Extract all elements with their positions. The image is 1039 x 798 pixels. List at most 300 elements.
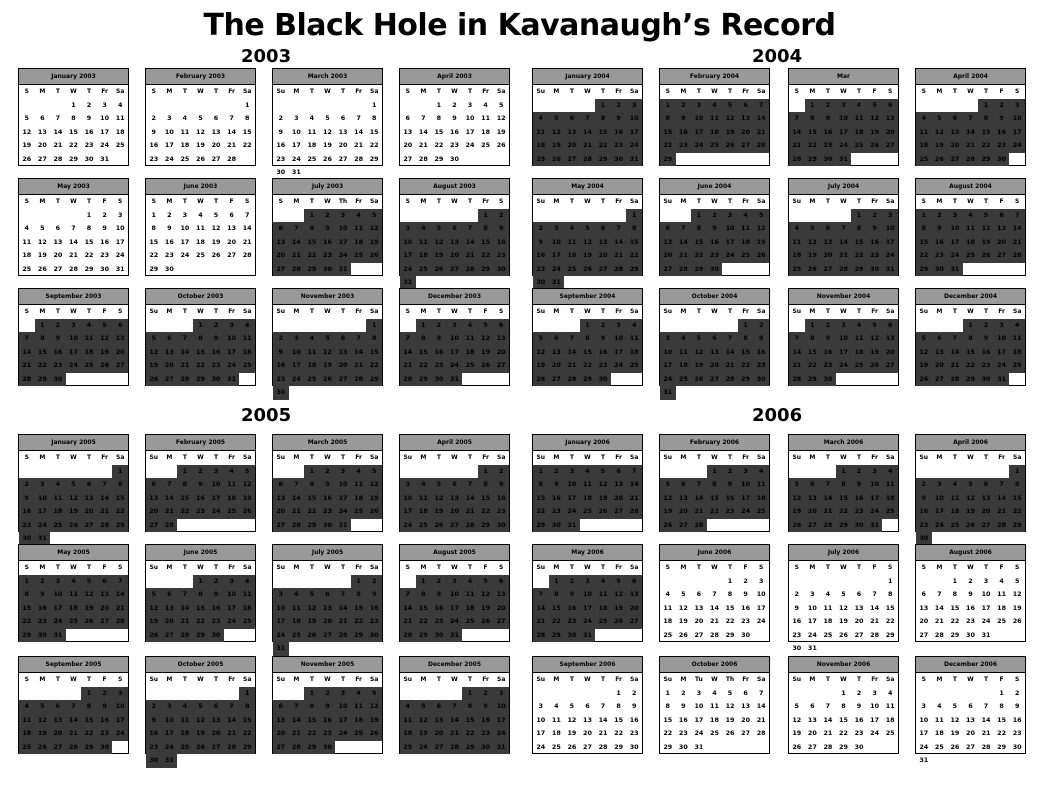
day-cell: 19: [660, 505, 676, 519]
day-cell: 10: [400, 236, 416, 250]
day-cell: 12: [792, 715, 802, 724]
day-cell: 27: [805, 519, 821, 533]
day-cell: 13: [660, 236, 676, 250]
day-cell: 8: [366, 332, 382, 346]
month-header: Mar: [789, 69, 898, 85]
day-cell: 25: [351, 505, 367, 519]
day-cell: 5: [146, 588, 162, 602]
day-cell: 20: [676, 505, 692, 519]
day-cell: 1: [416, 319, 432, 333]
day-cell: 3: [208, 465, 224, 479]
day-cell: 11: [551, 715, 561, 724]
day-cell: 1: [963, 319, 979, 333]
day-cell: 24: [273, 629, 289, 643]
day-cell: 18: [963, 236, 979, 250]
day-cell: 2: [208, 575, 224, 589]
day-cell: 7: [162, 478, 178, 492]
day-cell: 3: [400, 478, 416, 492]
day-cell: 10: [947, 222, 963, 236]
day-cell: 31: [660, 386, 676, 400]
day-cell: 13: [162, 346, 178, 360]
weekday-label: S: [794, 564, 799, 571]
empty-cell: [738, 153, 754, 167]
day-cell: 16: [978, 346, 994, 360]
weekday-label: M: [293, 564, 300, 571]
day-cell: 24: [400, 519, 416, 533]
day-cell: 22: [707, 505, 723, 519]
day-cell: 19: [978, 236, 994, 250]
empty-cell: [867, 373, 883, 387]
weekday-label: M: [680, 308, 687, 315]
empty-cell: [564, 319, 580, 333]
empty-cell: [478, 373, 494, 387]
day-cell: 14: [462, 492, 478, 506]
month-header: October 2003: [146, 289, 255, 305]
day-cell: 5: [366, 687, 382, 701]
day-cell: 10: [580, 588, 596, 602]
day-cell: 18: [934, 729, 944, 737]
weekday-label: M: [553, 198, 560, 205]
empty-cell: [493, 373, 509, 387]
day-cell: 17: [335, 236, 351, 250]
day-cell: 14: [820, 492, 836, 506]
day-cell: 7: [947, 332, 963, 346]
day-cell: 2: [722, 465, 738, 479]
day-cell: 4: [351, 465, 367, 479]
weekday-label: T: [600, 88, 606, 95]
day-cell: 22: [478, 249, 494, 263]
weekday-label: T: [436, 308, 441, 315]
day-cell: 30: [320, 519, 336, 533]
day-cell: 18: [66, 602, 82, 616]
day-cell: 5: [753, 209, 769, 223]
day-cell: 4: [416, 222, 432, 236]
month-header: May 2004: [533, 179, 642, 195]
day-cell: 17: [660, 359, 676, 373]
empty-cell: [335, 319, 351, 333]
empty-cell: [707, 575, 723, 589]
weekday-label: T: [600, 198, 606, 205]
weekday-label: M: [166, 88, 173, 95]
day-cell: 19: [193, 727, 209, 741]
weekday-label: Sa: [757, 88, 766, 95]
day-cell: 24: [1009, 139, 1025, 153]
empty-cell: [916, 687, 932, 701]
day-cell: 29: [19, 629, 35, 643]
day-cell: 28: [981, 742, 991, 751]
day-cell: 26: [35, 741, 51, 755]
weekday-label: W: [451, 454, 458, 461]
day-cell: 11: [626, 332, 642, 346]
day-cell: 6: [696, 590, 702, 598]
day-cell: 11: [481, 114, 491, 122]
day-cell: 24: [738, 505, 754, 519]
weekday-label: Sa: [243, 454, 252, 461]
day-cell: 24: [447, 615, 463, 629]
weekday-label: W: [840, 308, 847, 315]
weekday-label: Sa: [497, 88, 506, 95]
weekday-label: W: [324, 564, 331, 571]
day-cell: 7: [836, 222, 852, 236]
day-cell: 26: [839, 630, 848, 639]
day-cell: 1: [887, 576, 893, 585]
day-cell: 28: [947, 373, 963, 387]
weekday-label: Sa: [757, 308, 766, 315]
day-cell: 2: [851, 465, 867, 479]
day-cell: 11: [400, 714, 416, 728]
day-cell: 24: [947, 249, 963, 263]
empty-cell: [549, 99, 565, 113]
day-cell: 15: [177, 492, 193, 506]
weekday-label: T: [213, 88, 219, 95]
day-cell: 16: [867, 236, 883, 250]
day-cell: 28: [691, 519, 707, 533]
day-cell: 5: [66, 478, 82, 492]
day-cell: 19: [963, 505, 979, 519]
day-cell: 17: [50, 602, 66, 616]
weekday-label: Su: [149, 564, 159, 571]
day-cell: 15: [805, 346, 821, 360]
day-cell: 1: [952, 576, 958, 585]
empty-cell: [224, 629, 240, 643]
empty-cell: [351, 741, 367, 755]
day-cell: 27: [227, 251, 237, 259]
weekday-label: Sa: [630, 454, 639, 461]
day-cell: 24: [465, 141, 475, 149]
day-cell: 22: [626, 249, 642, 263]
day-cell: 9: [549, 478, 565, 492]
day-cell: 30: [493, 519, 509, 533]
day-cell: 11: [934, 715, 944, 724]
day-cell: 12: [932, 126, 948, 140]
day-cell: 4: [462, 575, 478, 589]
day-cell: 22: [836, 505, 852, 519]
day-cell: 18: [676, 359, 692, 373]
day-cell: 4: [81, 319, 97, 333]
day-cell: 8: [887, 590, 893, 598]
weekday-label: W: [584, 564, 591, 571]
day-cell: 8: [549, 588, 565, 602]
weekday-label: Su: [403, 676, 413, 683]
day-cell: 7: [112, 575, 128, 589]
day-cell: 6: [660, 222, 676, 236]
day-cell: 14: [418, 127, 428, 136]
empty-cell: [112, 629, 128, 643]
day-cell: 12: [867, 332, 883, 346]
weekday-label: M: [809, 198, 816, 205]
day-cell: 10: [867, 478, 883, 492]
day-cell: 17: [66, 346, 82, 360]
day-cell: 15: [193, 602, 209, 616]
weekday-label: Fr: [482, 198, 489, 205]
day-cell: 18: [115, 127, 125, 136]
day-cell: 4: [851, 99, 867, 113]
weekday-label: W: [197, 564, 204, 571]
weekday-label: T: [825, 454, 830, 461]
empty-cell: [146, 319, 162, 333]
weekday-label: F: [102, 564, 107, 571]
day-cell: 26: [867, 359, 883, 373]
day-cell: 1: [533, 465, 549, 479]
day-cell: 9: [19, 492, 35, 506]
empty-cell: [1009, 153, 1025, 167]
empty-cell: [416, 209, 432, 223]
day-cell: 4: [239, 575, 255, 589]
day-cell: 10: [208, 478, 224, 492]
day-cell: 28: [756, 729, 766, 737]
day-cell: 17: [208, 492, 224, 506]
day-cell: 15: [950, 603, 960, 612]
weekday-label: T: [55, 198, 60, 205]
day-cell: 26: [66, 519, 82, 533]
day-cell: 26: [320, 373, 336, 387]
day-cell: 8: [239, 700, 255, 714]
weekday-label: T: [436, 198, 441, 205]
day-cell: 19: [867, 346, 883, 360]
day-cell: 31: [807, 644, 817, 652]
day-cell: 18: [851, 346, 867, 360]
day-cell: 19: [478, 346, 494, 360]
day-cell: 2: [97, 687, 113, 701]
day-cell: 18: [224, 492, 240, 506]
day-cell: 29: [239, 741, 255, 755]
day-cell: 19: [323, 141, 332, 149]
empty-cell: [836, 642, 852, 656]
day-cell: 21: [400, 615, 416, 629]
day-cell: 16: [549, 492, 565, 506]
day-cell: 18: [400, 727, 416, 741]
day-cell: 5: [431, 222, 447, 236]
day-cell: 22: [660, 139, 676, 153]
month-calendar: [788, 288, 899, 386]
day-cell: 12: [611, 588, 627, 602]
day-cell: 3: [738, 465, 754, 479]
day-cell: 20: [320, 615, 336, 629]
day-cell: 29: [805, 373, 821, 387]
empty-cell: [366, 642, 382, 656]
weekday-label: M: [420, 198, 427, 205]
day-cell: 9: [631, 702, 637, 710]
day-cell: 13: [81, 492, 97, 506]
day-cell: 17: [224, 602, 240, 616]
day-cell: 12: [320, 346, 336, 360]
day-cell: 21: [753, 126, 769, 140]
day-cell: 28: [710, 630, 719, 639]
day-cell: 30: [564, 629, 580, 643]
empty-cell: [462, 153, 478, 167]
day-cell: 28: [335, 629, 351, 643]
empty-cell: [224, 687, 240, 701]
day-cell: 16: [366, 602, 382, 616]
month-calendar: [145, 178, 256, 276]
empty-cell: [660, 209, 676, 223]
weekday-label: Sa: [757, 198, 766, 205]
day-cell: 4: [564, 222, 580, 236]
month-header: September 2006: [533, 657, 642, 673]
weekday-label: Su: [536, 676, 546, 683]
day-cell: 14: [400, 346, 416, 360]
weekday-label: M: [420, 88, 427, 95]
month-calendar: [145, 434, 256, 532]
day-cell: 10: [549, 236, 565, 250]
day-cell: 20: [227, 237, 237, 246]
weekday-label: Fr: [101, 454, 108, 461]
day-cell: 5: [81, 575, 97, 589]
weekday-label: Sa: [886, 454, 895, 461]
day-cell: 7: [462, 478, 478, 492]
day-cell: 7: [351, 332, 367, 346]
day-cell: 1: [805, 319, 821, 333]
day-cell: 10: [691, 112, 707, 126]
day-cell: 27: [335, 373, 351, 387]
day-cell: 8: [805, 112, 821, 126]
day-cell: 9: [102, 224, 107, 232]
weekday-label: W: [967, 198, 974, 205]
day-cell: 22: [478, 505, 494, 519]
weekday-label: T: [983, 88, 989, 95]
weekday-label: T: [569, 308, 574, 315]
day-cell: 17: [112, 714, 128, 728]
day-cell: 30: [100, 264, 110, 273]
day-cell: 12: [431, 492, 447, 506]
day-cell: 3: [447, 319, 463, 333]
day-cell: 2: [50, 319, 66, 333]
day-cell: 17: [867, 492, 883, 506]
weekday-label: M: [293, 88, 300, 95]
weekday-label: F: [999, 564, 1004, 571]
day-cell: 8: [580, 332, 596, 346]
weekday-label: Sa: [497, 676, 506, 683]
empty-cell: [753, 741, 769, 755]
day-cell: 28: [564, 373, 580, 387]
day-cell: 29: [69, 154, 78, 163]
month-header: February 2006: [660, 435, 769, 451]
empty-cell: [851, 373, 867, 387]
day-cell: 15: [149, 237, 159, 246]
day-cell: 3: [983, 576, 989, 585]
weekday-label: S: [1015, 564, 1020, 571]
day-cell: 24: [756, 617, 766, 625]
day-cell: 10: [100, 114, 110, 122]
day-cell: 26: [1012, 617, 1022, 625]
day-cell: 17: [400, 505, 416, 519]
weekday-label: Fr: [998, 454, 1005, 461]
day-cell: 5: [213, 210, 219, 219]
empty-cell: [722, 319, 738, 333]
weekday-label: M: [166, 676, 173, 683]
weekday-label: S: [118, 564, 123, 571]
day-cell: 8: [478, 478, 494, 492]
empty-cell: [400, 209, 416, 223]
weekday-label: T: [213, 454, 219, 461]
day-cell: 12: [146, 602, 162, 616]
day-cell: 4: [999, 576, 1004, 585]
day-cell: 11: [19, 714, 35, 728]
day-cell: 8: [916, 222, 932, 236]
day-cell: 17: [115, 237, 125, 246]
day-cell: 6: [229, 210, 234, 219]
day-cell: 6: [968, 702, 973, 710]
day-cell: 11: [533, 126, 549, 140]
day-cell: 3: [182, 210, 188, 219]
weekday-label: W: [197, 198, 204, 205]
day-cell: 11: [22, 237, 32, 246]
empty-cell: [691, 575, 707, 589]
day-cell: 31: [694, 742, 704, 751]
day-cell: 30: [867, 263, 883, 277]
empty-cell: [400, 99, 416, 113]
day-cell: 6: [626, 575, 642, 589]
day-cell: 28: [462, 519, 478, 533]
day-cell: 12: [304, 602, 320, 616]
weekday-label: F: [102, 308, 107, 315]
day-cell: 28: [870, 630, 880, 639]
day-cell: 1: [351, 575, 367, 589]
weekday-label: Sa: [497, 454, 506, 461]
day-cell: 18: [753, 492, 769, 506]
day-cell: 25: [533, 153, 549, 167]
day-cell: 15: [112, 492, 128, 506]
day-cell: 8: [112, 478, 128, 492]
day-cell: 20: [583, 729, 592, 737]
day-cell: 2: [932, 209, 948, 223]
day-cell: 27: [493, 615, 509, 629]
day-cell: 20: [338, 141, 348, 149]
empty-cell: [304, 386, 320, 400]
weekday-label: T: [340, 676, 346, 683]
month-header: September 2005: [19, 657, 128, 673]
day-cell: 24: [660, 373, 676, 387]
day-cell: 8: [616, 702, 621, 710]
day-cell: 21: [836, 249, 852, 263]
day-cell: 5: [727, 688, 733, 697]
day-cell: 28: [97, 519, 113, 533]
day-cell: 16: [208, 602, 224, 616]
day-cell: 18: [22, 251, 32, 259]
day-cell: 28: [400, 373, 416, 387]
empty-cell: [335, 575, 351, 589]
day-cell: 13: [966, 715, 975, 724]
day-cell: 23: [193, 505, 209, 519]
day-cell: 28: [112, 615, 128, 629]
empty-cell: [660, 319, 676, 333]
day-cell: 14: [177, 346, 193, 360]
day-cell: 20: [947, 139, 963, 153]
day-cell: 16: [50, 346, 66, 360]
day-cell: 29: [462, 741, 478, 755]
day-cell: 31: [836, 153, 852, 167]
day-cell: 25: [789, 263, 805, 277]
empty-cell: [193, 263, 209, 277]
day-cell: 17: [291, 141, 301, 149]
weekday-label: W: [584, 676, 591, 683]
day-cell: 28: [400, 629, 416, 643]
day-cell: 19: [932, 139, 948, 153]
month-header: May 2003: [19, 179, 128, 195]
day-cell: 19: [839, 617, 848, 625]
weekday-label: Fr: [871, 198, 878, 205]
day-cell: 9: [278, 127, 283, 136]
day-cell: 2: [431, 319, 447, 333]
day-cell: 1: [738, 319, 754, 333]
day-cell: 24: [208, 505, 224, 519]
day-cell: 4: [533, 112, 549, 126]
document-title: The Black Hole in Kavanaugh’s Record: [203, 8, 836, 43]
day-cell: 24: [400, 263, 416, 277]
day-cell: 23: [611, 139, 627, 153]
day-cell: 27: [273, 741, 289, 755]
day-cell: 2: [151, 114, 156, 122]
